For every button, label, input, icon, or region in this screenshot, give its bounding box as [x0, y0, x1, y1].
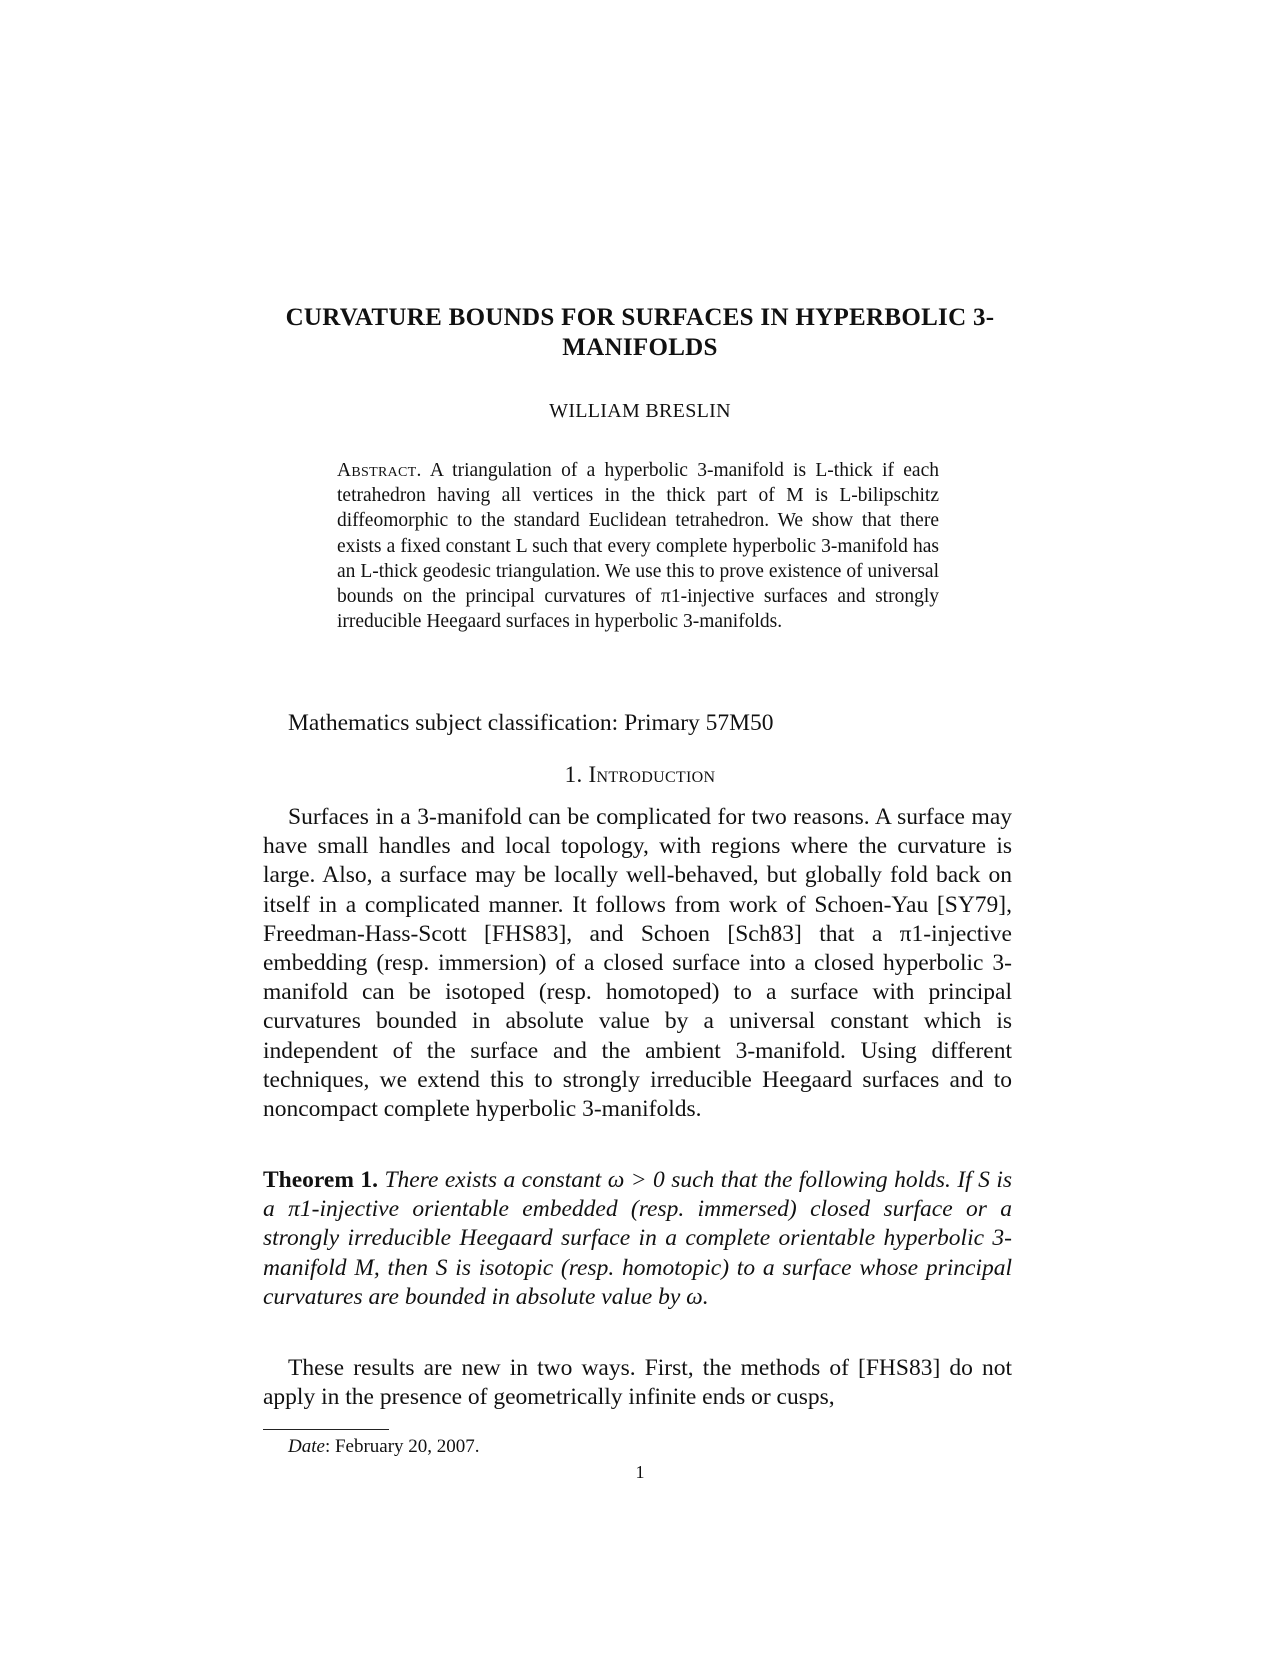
paragraph-2: These results are new in two ways. First, the methods of [FHS83] do not apply in the presence of geometrically infinite ends or cusps,: [263, 1355, 1012, 1411]
author-name: WILLIAM BRESLIN: [549, 400, 731, 422]
section-heading: 1. Introduction: [564, 762, 716, 787]
paper-title: CURVATURE BOUNDS FOR SURFACES IN HYPERBOLIC 3-MANIFOLDS: [285, 304, 995, 361]
footnote-label: Date: [288, 1436, 325, 1457]
theorem-1: [263, 1166, 1012, 1312]
abstract-label: Abstract.: [337, 460, 422, 481]
abstract-text: A triangulation of a hyperbolic 3-manifold is L-thick if each tetrahedron having all vertices in the thick part of M is L-bilipschitz diffeomorphic to the standard Euclidean tetrahedron. We show that there exists a fixed constant L such that every complete hyperbolic 3-manifold has an L-thick geodesic triangulation. We use this to prove existence of universal bounds on the principal curvatures of π1-injective surfaces and strongly irreducible Heegaard surfaces in hyperbolic 3-manifolds.: [337, 460, 939, 633]
abstract: [337, 458, 939, 634]
intro-paragraph: Surfaces in a 3-manifold can be complicated for two reasons. A surface may have small handles and local topology, with regions where the curvature is large. Also, a surface may be locally well-behaved, but globally fold back on itself in a complicated manner. It follows from work of Schoen-Yau [SY79], Freedman-Hass-Scott [FHS83], and Schoen [Sch83] that a π1-injective embedding (resp. immersion) of a closed surface into a closed hyperbolic 3-manifold can be isotoped (resp. homotoped) to a surface with principal curvatures bounded in absolute value by a universal constant which is independent of the surface and the ambient 3-manifold. Using different techniques, we extend this to strongly irreducible Heegaard surfaces and to noncompact complete hyperbolic 3-manifolds.: [263, 804, 1012, 1123]
theorem-text: There exists a constant ω > 0 such that the following holds. If S is a π1-injective orientable embedded (resp. immersed) closed surface or a strongly irreducible Heegaard surface in a complete orientable hyperbolic 3-manifold M, then S is isotopic (resp. homotopic) to a surface whose principal curvatures are bounded in absolute value by ω.: [263, 1167, 1012, 1310]
footnote-date: [288, 1436, 480, 1458]
footnote-text: : February 20, 2007.: [324, 1436, 480, 1457]
theorem-label: Theorem 1.: [263, 1167, 378, 1193]
subject-classification: Mathematics subject classification: Primary 57M50: [288, 710, 774, 736]
page-number: 1: [635, 1462, 645, 1482]
footnote-rule: [263, 1429, 389, 1430]
